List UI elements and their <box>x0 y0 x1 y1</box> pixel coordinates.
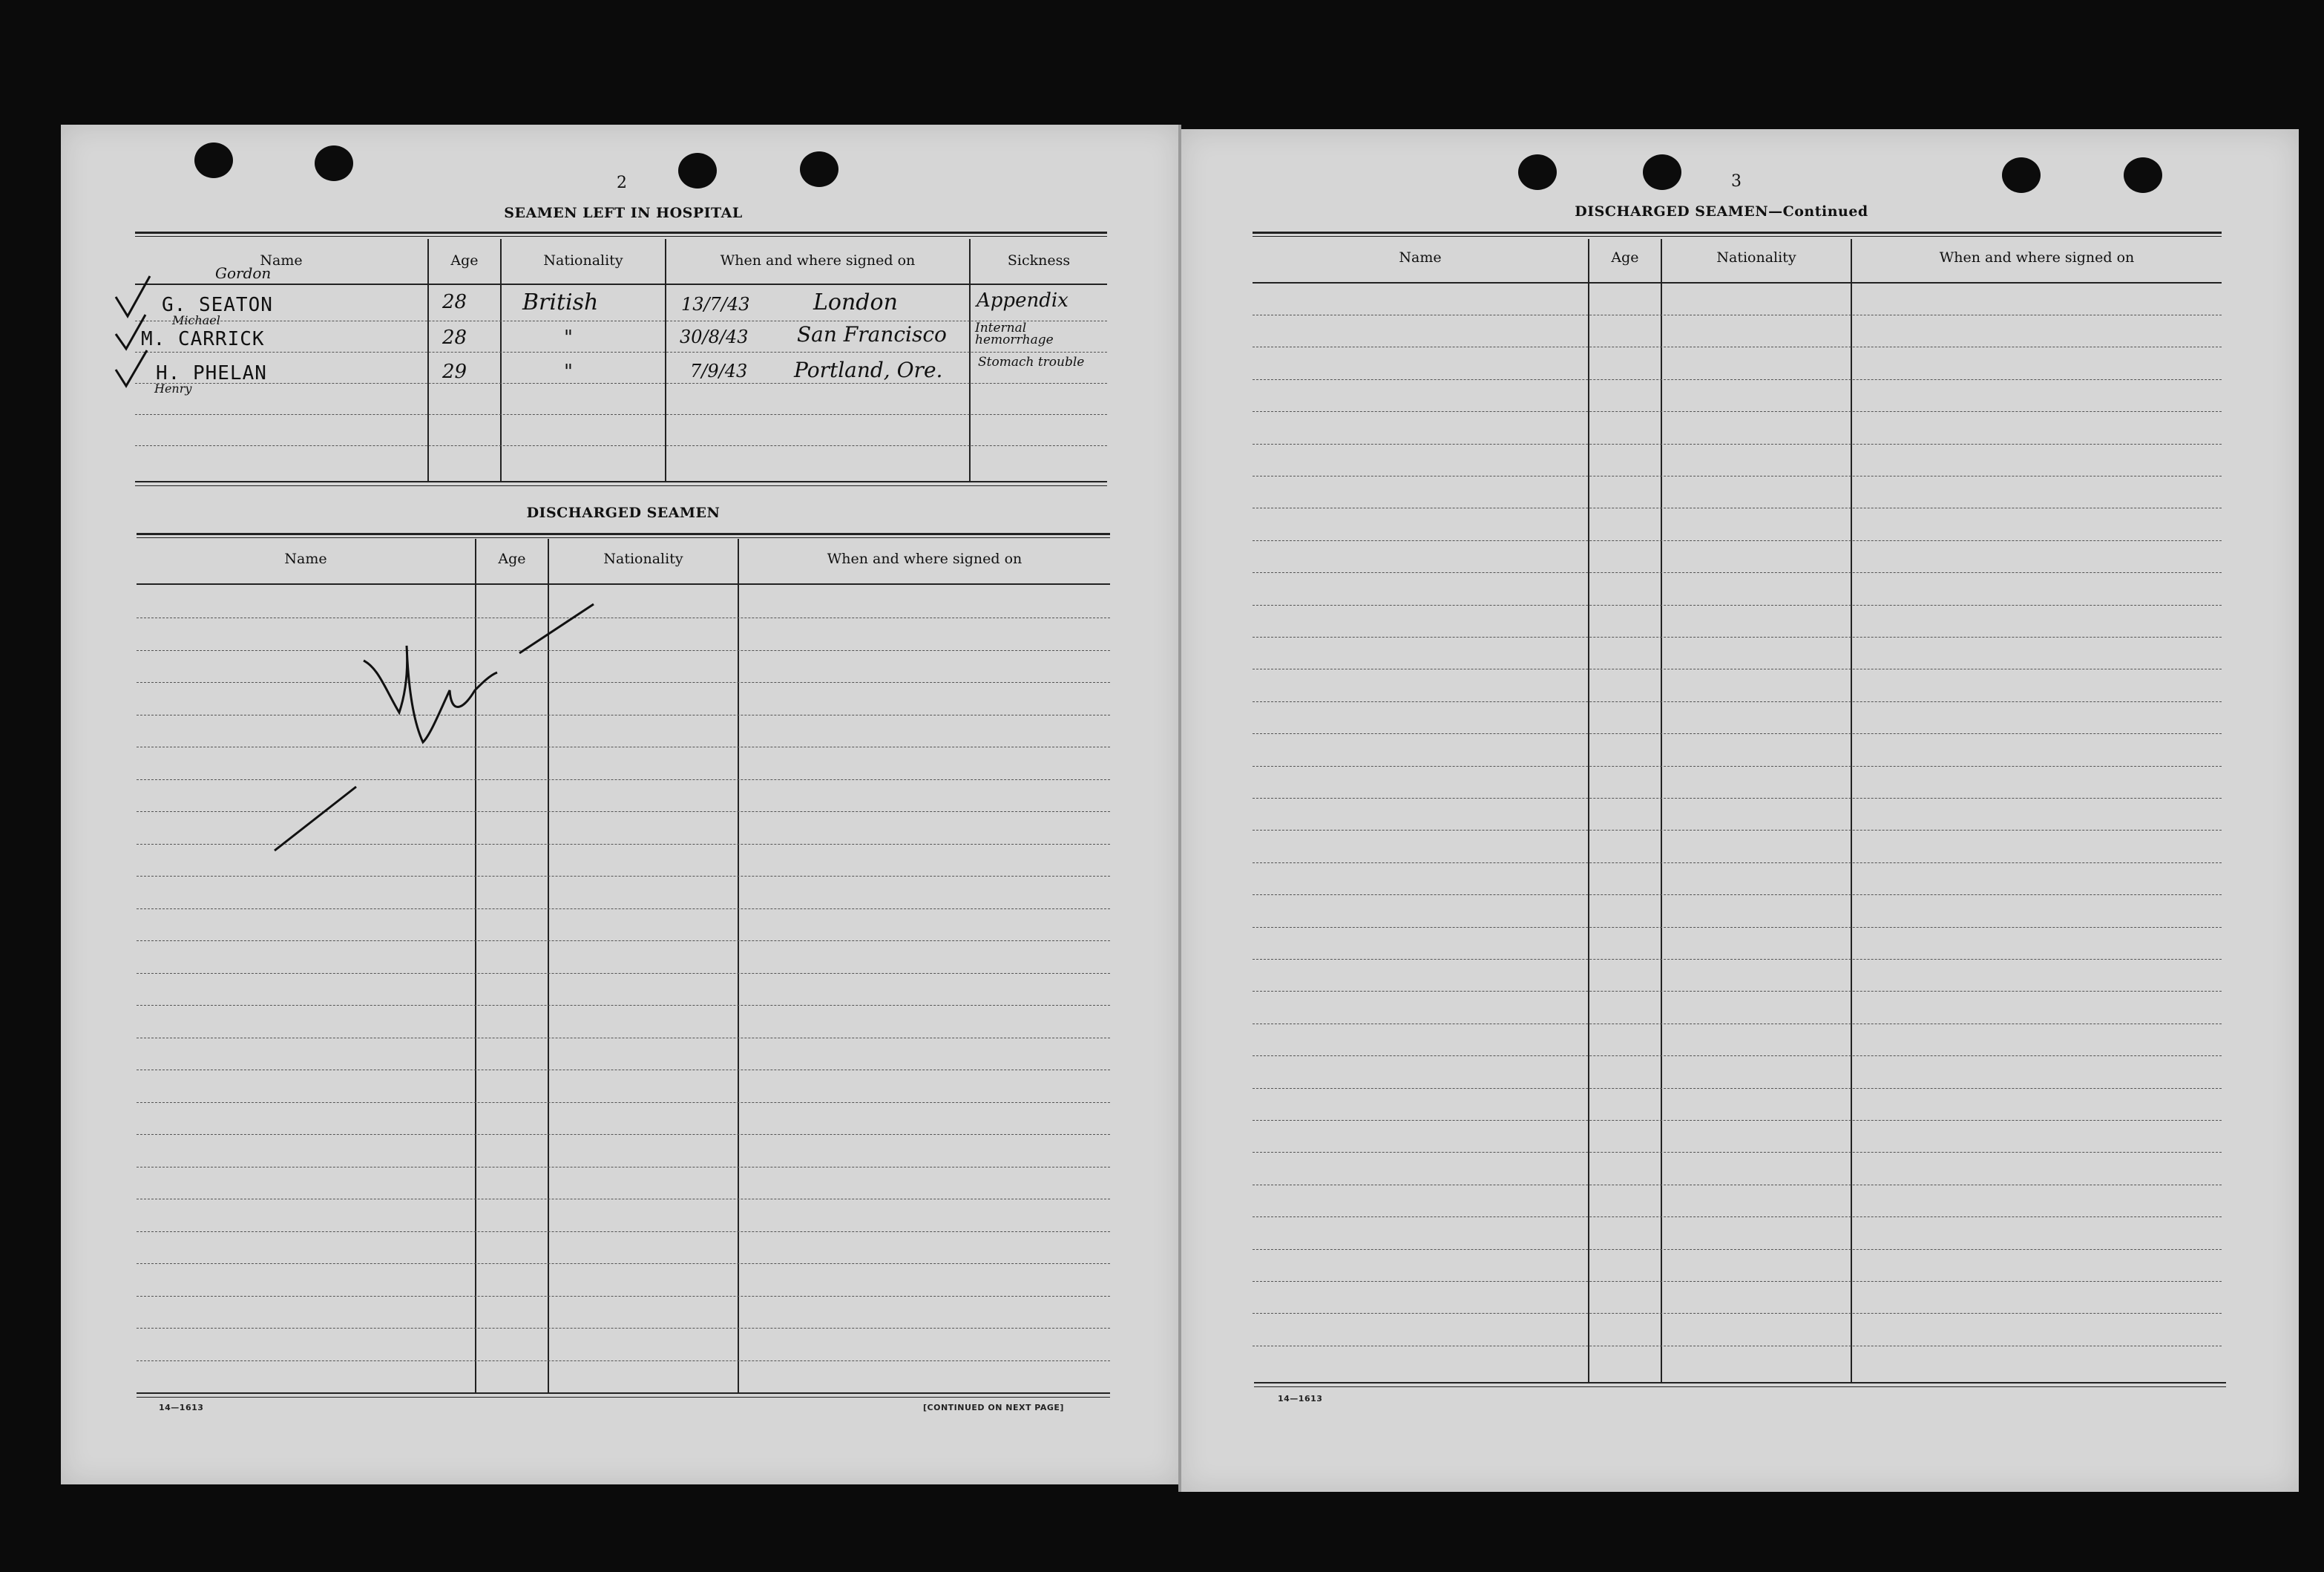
seaman-first-name: Gordon <box>215 264 272 282</box>
row-line <box>137 940 1110 941</box>
seaman-age: 29 <box>442 361 467 383</box>
signed-on-date: 30/8/43 <box>680 327 749 347</box>
row-line <box>137 1328 1110 1329</box>
row-line <box>1253 894 2222 895</box>
signed-on-place: London <box>813 289 898 315</box>
row-line <box>137 1005 1110 1006</box>
seaman-name: H. PHELAN <box>156 362 267 384</box>
row-line <box>135 445 1107 446</box>
seaman-first-name: Michael <box>172 313 220 327</box>
hospital-header-nationality: Nationality <box>543 252 623 269</box>
right-table-top-rule <box>1253 232 2222 234</box>
discharged-header-nationality: Nationality <box>603 551 683 567</box>
row-line <box>1253 766 2222 767</box>
row-line <box>135 352 1107 353</box>
hospital-table-top-rule-2 <box>135 236 1107 237</box>
right-header-nationality: Nationality <box>1716 249 1796 266</box>
signed-on-date: 13/7/43 <box>681 294 750 315</box>
row-line <box>137 908 1110 909</box>
row-line <box>1253 830 2222 831</box>
row-line <box>1253 1055 2222 1056</box>
row-line <box>1253 862 2222 863</box>
row-line <box>1253 798 2222 799</box>
row-line <box>1253 1120 2222 1121</box>
right-col-divider <box>1851 239 1852 1382</box>
page-number: 2 <box>617 174 627 192</box>
row-line <box>137 1296 1110 1297</box>
row-line <box>1253 701 2222 702</box>
form-number: 14—1613 <box>1278 1394 1323 1404</box>
discharged-header-signed-on: When and where signed on <box>827 551 1023 567</box>
hospital-table-bottom-rule-2 <box>135 485 1107 486</box>
row-line <box>1253 1313 2222 1314</box>
signed-on-place: Portland, Ore. <box>794 358 943 382</box>
sickness: Stomach trouble <box>978 355 1085 370</box>
discharged-continued-title: DISCHARGED SEAMEN—Continued <box>1575 203 1868 220</box>
seaman-name: G. SEATON <box>162 294 273 316</box>
signed-on-date: 7/9/43 <box>690 361 748 381</box>
punch-hole <box>800 151 838 187</box>
discharged-table-header-rule <box>137 583 1110 585</box>
right-col-divider <box>1588 239 1589 1382</box>
punch-hole <box>1518 154 1557 190</box>
row-line <box>1253 927 2222 928</box>
right-col-divider <box>1661 239 1662 1382</box>
row-line <box>137 973 1110 974</box>
seaman-first-name: Henry <box>154 381 192 396</box>
punch-hole <box>2124 157 2162 193</box>
row-line <box>1253 1088 2222 1089</box>
discharged-header-age: Age <box>498 551 526 567</box>
row-line <box>137 1263 1110 1264</box>
right-page <box>1180 129 2299 1492</box>
signed-on-place: San Francisco <box>797 322 947 347</box>
discharged-section-title: DISCHARGED SEAMEN <box>526 505 720 521</box>
form-number: 14—1613 <box>159 1403 204 1412</box>
punch-hole <box>315 145 353 181</box>
discharged-table-bottom-rule <box>137 1392 1110 1394</box>
hospital-header-sickness: Sickness <box>1007 252 1071 269</box>
punch-hole <box>678 153 717 189</box>
sickness: Internal hemorrhage <box>975 321 1054 347</box>
seaman-nationality: " <box>564 327 573 349</box>
sickness: Appendix <box>976 289 1069 312</box>
right-header-signed-on: When and where signed on <box>1939 249 2135 266</box>
hospital-header-age: Age <box>450 252 479 269</box>
punch-hole <box>2002 157 2041 193</box>
seaman-nationality: " <box>564 361 573 383</box>
discharged-table-top-rule-2 <box>137 537 1110 538</box>
row-line <box>1253 991 2222 992</box>
row-line <box>135 414 1107 415</box>
seaman-age: 28 <box>442 291 467 313</box>
row-line <box>137 876 1110 877</box>
hospital-table-top-rule <box>135 232 1107 234</box>
discharged-col-divider <box>738 539 739 1392</box>
row-line <box>1253 637 2222 638</box>
row-line <box>137 1134 1110 1135</box>
row-line <box>1253 540 2222 541</box>
row-line <box>135 383 1107 384</box>
row-line <box>1253 572 2222 573</box>
right-table-bottom-rule-2 <box>1254 1386 2226 1387</box>
row-line <box>1253 444 2222 445</box>
right-header-name: Name <box>1399 249 1442 266</box>
row-line <box>137 1360 1110 1361</box>
seaman-nationality: British <box>522 289 599 315</box>
punch-hole <box>194 143 233 178</box>
row-line <box>1253 605 2222 606</box>
page-number: 3 <box>1731 172 1742 191</box>
hospital-table-header-rule <box>135 284 1107 285</box>
row-line <box>1253 411 2222 412</box>
row-line <box>1253 733 2222 734</box>
hospital-header-name: Name <box>260 252 303 269</box>
right-table-header-rule <box>1253 282 2222 284</box>
nil-annotation-strike <box>267 601 601 861</box>
row-line <box>1253 959 2222 960</box>
row-line <box>1253 379 2222 380</box>
row-line <box>1253 1281 2222 1282</box>
discharged-table-bottom-rule-2 <box>137 1397 1110 1398</box>
discharged-header-name: Name <box>284 551 327 567</box>
row-line <box>137 1231 1110 1232</box>
right-table-top-rule-2 <box>1253 236 2222 237</box>
seaman-name: M. CARRICK <box>141 328 265 350</box>
hospital-header-signed-on: When and where signed on <box>720 252 916 269</box>
row-line <box>1253 1249 2222 1250</box>
right-table-bottom-rule <box>1254 1382 2226 1383</box>
page-fold <box>1178 125 1181 1492</box>
continued-note: [CONTINUED ON NEXT PAGE] <box>923 1403 1064 1412</box>
discharged-table-top-rule <box>137 533 1110 535</box>
row-line <box>137 1102 1110 1103</box>
right-header-age: Age <box>1611 249 1639 266</box>
hospital-section-title: SEAMEN LEFT IN HOSPITAL <box>504 205 743 221</box>
hospital-table-bottom-rule <box>135 481 1107 482</box>
row-line <box>1253 1216 2222 1217</box>
seaman-age: 28 <box>442 327 467 349</box>
punch-hole <box>1643 154 1681 190</box>
row-line <box>1253 1152 2222 1153</box>
